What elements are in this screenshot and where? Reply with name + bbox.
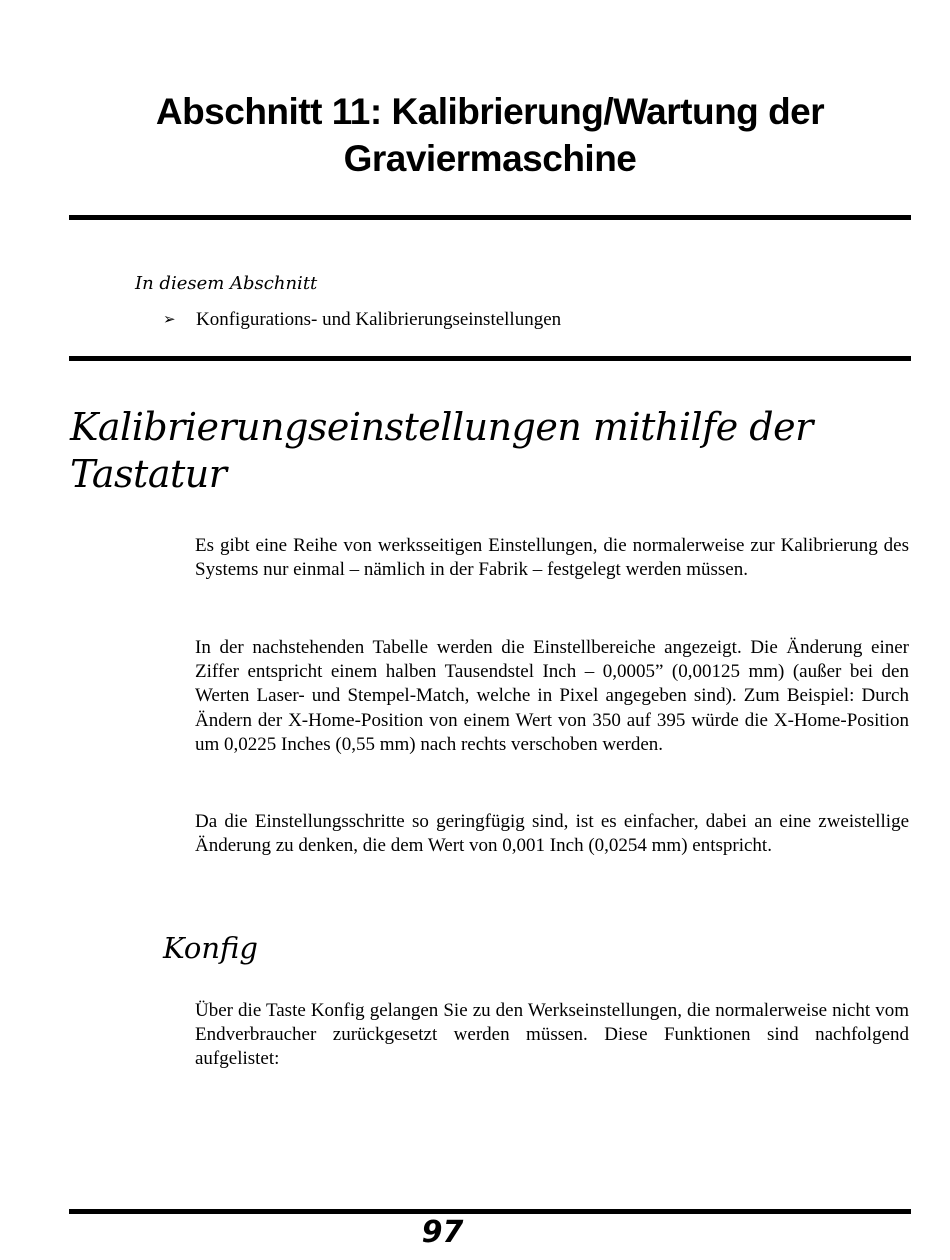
footer-divider: [69, 1209, 911, 1214]
subsection-heading: Konfig: [163, 931, 258, 965]
paragraph-intro: Es gibt eine Reihe von werksseitigen Einstellungen, die normalerweise zur Kalibrierung des Systems nur einmal – nämlich in der Fabrik – festgelegt werden müssen.: [195, 535, 909, 581]
top-divider: [69, 215, 911, 220]
paragraph-config: Über die Taste Konfig gelangen Sie zu den Werkseinstellungen, die normalerweise nicht vom Endverbraucher zurückgesetzt werden müssen. Diese Funktionen sind nachfolgend aufgelistet:: [195, 1000, 909, 1070]
in-this-section-label: In diesem Abschnitt: [135, 273, 318, 294]
section-heading: Kalibrierungseinstellungen mithilfe der Tastatur: [70, 405, 813, 496]
section-divider: [69, 356, 911, 361]
arrow-bullet-icon: ➢: [163, 312, 176, 328]
list-item: [163, 308, 561, 332]
paragraph-steps: Da die Einstellungsschritte so geringfügig sind, ist es einfacher, dabei an eine zweistellige Änderung zu denken, die dem Wert von 0,001 Inch (0,0254 mm) entspricht.: [195, 811, 909, 857]
chapter-title: Abschnitt 11: Kalibrierung/Wartung der Graviermaschine: [155, 91, 825, 179]
list-item-label: Konfigurations- und Kalibrierungseinstellungen: [196, 309, 562, 330]
section-contents-list: [163, 308, 561, 332]
paragraph-ranges: In der nachstehenden Tabelle werden die Einstellbereiche angezeigt. Die Änderung einer Ziffer entspricht einem halben Tausendstel Inch – 0,0005” (0,00125 mm) (außer bei den Werten Laser- und Stempel-Match, welche in Pixel angegeben sind). Zum Beispiel: Durch Ändern der X-Home-Position von einem Wert von 350 auf 395 würde die X-Home-Position um 0,0225 Inches (0,55 mm) nach rechts verschoben werden.: [195, 637, 909, 755]
page-number: 97: [421, 1215, 464, 1250]
